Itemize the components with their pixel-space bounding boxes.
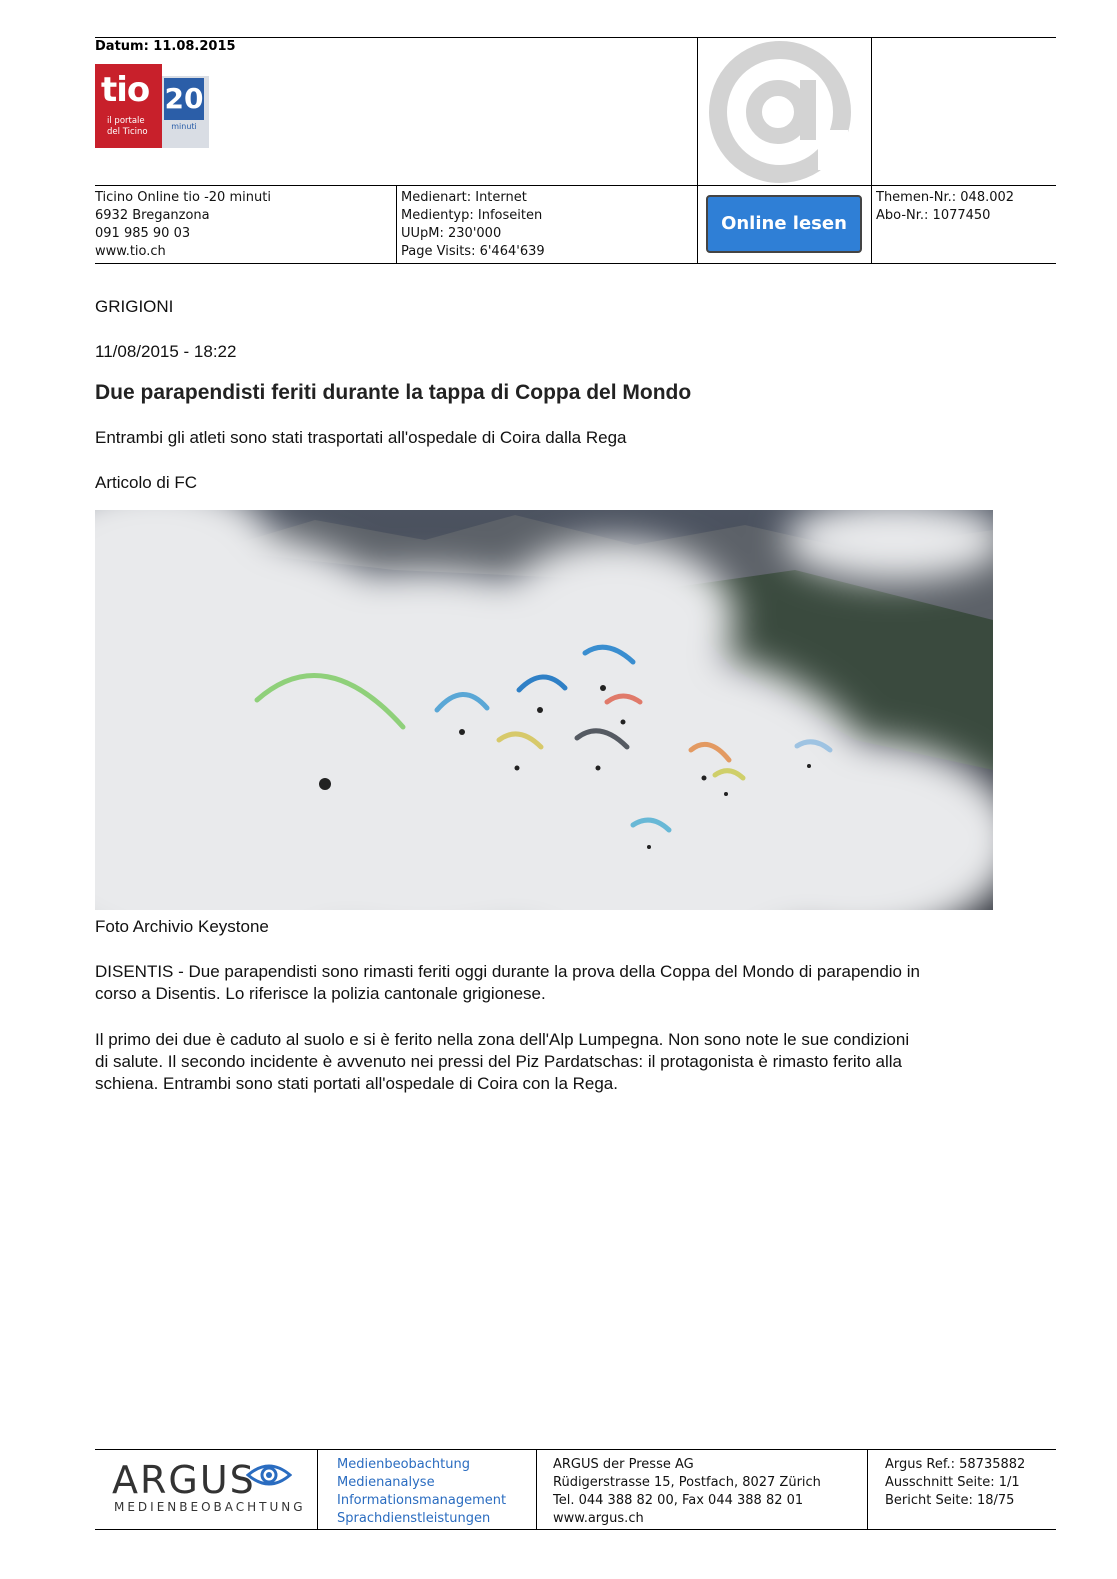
media-type: Medienart: Internet [401, 190, 527, 205]
footer-top-rule [95, 1449, 1056, 1450]
media-subtype: Medientyp: Infoseiten [401, 208, 543, 223]
bericht-seite: Bericht Seite: 18/75 [885, 1493, 1015, 1508]
publisher-phone: 091 985 90 03 [95, 226, 191, 241]
argus-street: Rüdigerstrasse 15, Postfach, 8027 Zürich [553, 1475, 821, 1490]
argus-phone: Tel. 044 388 82 00, Fax 044 388 82 01 [553, 1493, 804, 1508]
logo-20-text: 20 [164, 78, 204, 120]
article-author: Articolo di FC [95, 473, 198, 492]
logo-minuti-text: minuti [171, 122, 197, 131]
article-subtitle: Entrambi gli atleti sono stati trasportati all'ospedale di Coira dalla Rega [95, 428, 627, 447]
media-info [401, 189, 545, 261]
argus-logo-subtitle: MEDIENBEOBACHTUNG [114, 1500, 306, 1514]
ausschnitt-seite: Ausschnitt Seite: 1/1 [885, 1475, 1020, 1490]
abo-nr: Abo-Nr.: 1077450 [876, 208, 991, 223]
article-paragraph-2 [95, 1029, 1015, 1095]
service-item: Informationsmanagement [337, 1493, 507, 1508]
paragliders-photo [95, 510, 993, 910]
datum: Datum: 11.08.2015 [95, 39, 236, 54]
service-item: Sprachdienstleistungen [337, 1511, 491, 1526]
publisher-city: 6932 Breganzona [95, 208, 210, 223]
publisher-info [95, 189, 271, 261]
at-sign-icon [705, 40, 855, 190]
service-item: Medienanalyse [337, 1475, 435, 1490]
header-divider [396, 185, 397, 264]
tio-20minuti-logo [95, 64, 209, 148]
header-mid-rule [95, 185, 1056, 186]
online-lesen-button[interactable]: Online lesen [706, 195, 862, 253]
argus-refs [885, 1456, 1025, 1510]
footer-divider [317, 1449, 318, 1530]
footer-bottom-rule [95, 1529, 1056, 1530]
paragraph-line: schiena. Entrambi sono stati portati all'ospedale di Coira con la Rega. [95, 1074, 618, 1093]
article-datetime: 11/08/2015 - 18:22 [95, 342, 237, 361]
themen-info [876, 189, 1014, 225]
paragraph-line: Il primo dei due è caduto al suolo e si è ferito nella zona dell'Alp Lumpegna. Non sono note le sue condizioni [95, 1030, 910, 1049]
argus-logo-word: ARGUS [112, 1458, 256, 1502]
logo-sub-1: il portale [107, 116, 145, 126]
argus-address [553, 1456, 821, 1528]
footer-divider [867, 1449, 868, 1530]
photo-caption: Foto Archivio Keystone [95, 917, 269, 936]
argus-ref: Argus Ref.: 58735882 [885, 1457, 1026, 1472]
header-divider [697, 37, 698, 264]
themen-nr: Themen-Nr.: 048.002 [876, 190, 1015, 205]
paragraph-line: DISENTIS - Due parapendisti sono rimasti feriti oggi durante la prova della Coppa del Mondo di parapendio in [95, 962, 920, 981]
argus-services [337, 1456, 506, 1528]
logo-sub-2: del Ticino [107, 127, 148, 137]
header-divider [871, 37, 872, 264]
paragraph-line: corso a Disentis. Lo riferisce la polizia cantonale grigionese. [95, 984, 546, 1003]
paragraph-line: di salute. Il secondo incidente è avvenuto nei pressi del Piz Pardatschas: il protagonista è rimasto ferito alla [95, 1052, 903, 1071]
header-bottom-rule [95, 263, 1056, 264]
argus-company: ARGUS der Presse AG [553, 1457, 694, 1472]
media-page-visits: Page Visits: 6'464'639 [401, 244, 545, 259]
article-title: Due parapendisti feriti durante la tappa di Coppa del Mondo [95, 381, 692, 404]
footer-divider [536, 1449, 537, 1530]
publisher-name: Ticino Online tio -20 minuti [95, 190, 271, 205]
media-uupm: UUpM: 230'000 [401, 226, 502, 241]
logo-tio-text: tio [101, 70, 150, 110]
article-section: GRIGIONI [95, 297, 174, 316]
article-paragraph-1 [95, 961, 1015, 1005]
publisher-url[interactable]: www.tio.ch [95, 244, 166, 259]
header-top-rule [95, 37, 1056, 38]
eye-icon [246, 1460, 292, 1490]
argus-url[interactable]: www.argus.ch [553, 1511, 644, 1526]
service-item: Medienbeobachtung [337, 1457, 470, 1472]
